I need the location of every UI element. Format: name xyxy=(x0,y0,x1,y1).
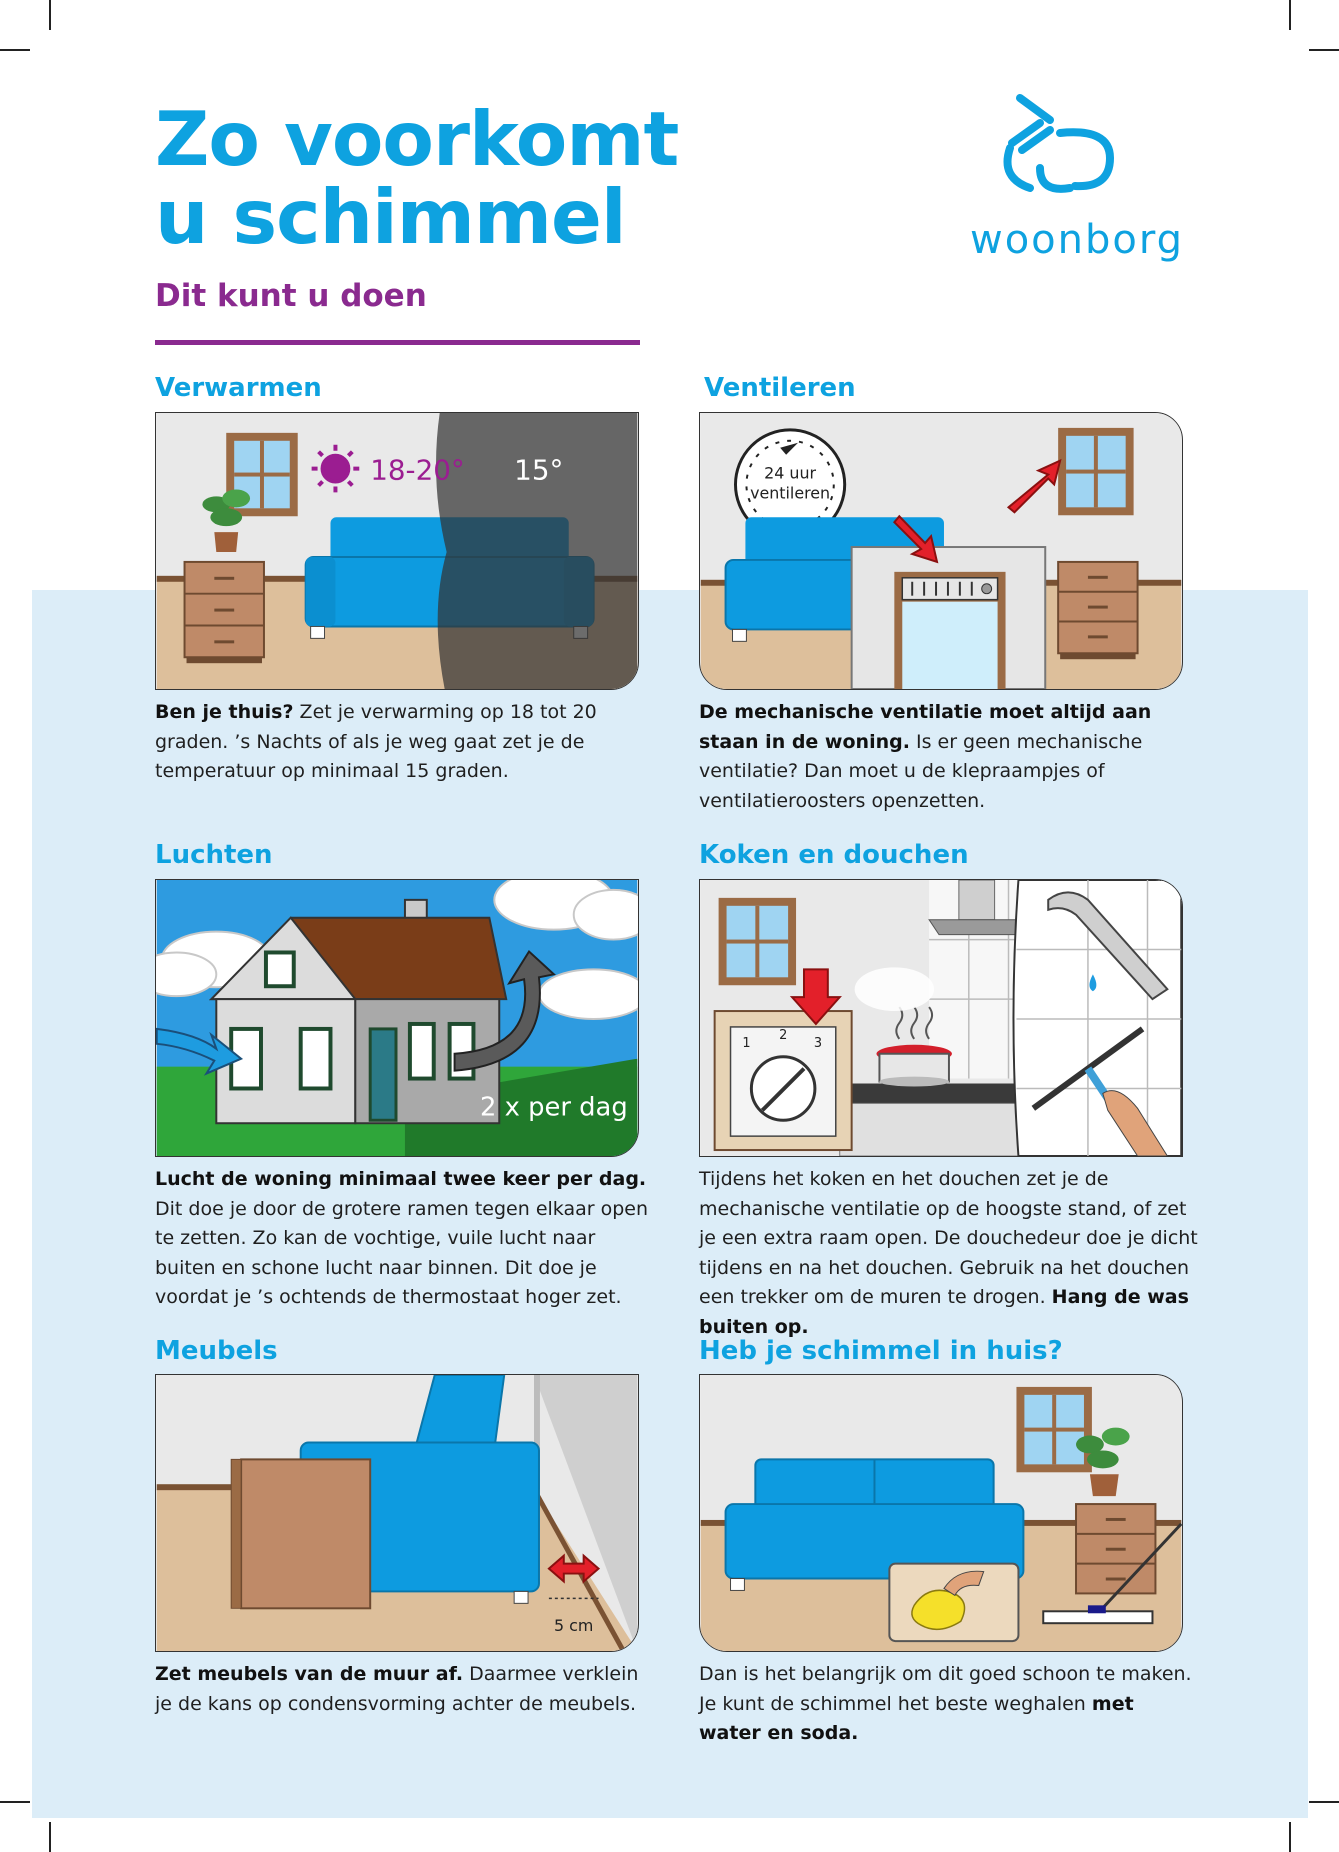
heading-ventileren: Ventileren xyxy=(704,373,856,403)
heading-luchten: Luchten xyxy=(155,840,273,870)
svg-text:18-20°: 18-20° xyxy=(370,453,465,487)
text-schimmel: Dan is het belangrijk om dit goed schoon te maken. Je kunt de schimmel het beste weghalen met water en soda. xyxy=(699,1663,1192,1744)
crop-mark xyxy=(49,0,51,30)
svg-text:2 x per dag: 2 x per dag xyxy=(480,1092,628,1123)
heading-schimmel: Heb je schimmel in huis? xyxy=(699,1336,1063,1366)
illustration-verwarmen xyxy=(155,412,639,690)
svg-text:24 uur: 24 uur xyxy=(764,463,817,483)
divider xyxy=(155,340,640,345)
text-koken-douchen: Tijdens het koken en het douchen zet je de mechanische ventilatie op de hoogste stand, of zet je een extra raam open. De douchedeur doe je dicht tijdens en na het douchen. Gebruik na het douchen een trekker om de muren te drogen. Hang de was buiten op. xyxy=(699,1168,1198,1338)
heading-verwarmen: Verwarmen xyxy=(155,373,322,403)
illustration-schimmel xyxy=(699,1374,1183,1652)
page-title: Zo voorkomt u schimmel xyxy=(155,95,679,261)
illustration-ventileren xyxy=(699,412,1183,690)
svg-text:1: 1 xyxy=(742,1035,751,1051)
illustration-koken-douchen xyxy=(699,879,1183,1157)
text-ventileren: De mechanische ventilatie moet altijd aan staan in de woning. Is er geen mechanische ventilatie? Dan moet u de klepraampjes of ventilatieroosters openzetten. xyxy=(699,701,1152,812)
heading-koken-douchen: Koken en douchen xyxy=(699,840,969,870)
heading-meubels: Meubels xyxy=(155,1336,278,1366)
text-luchten: Lucht de woning minimaal twee keer per dag. Dit doe je door de grotere ramen tegen elkaar open te zetten. Zo kan de vochtige, vuile lucht naar buiten en schone lucht naar binnen. Dit doe je voordat je ’s ochtends de thermostaat hoger zet. xyxy=(155,1168,649,1308)
svg-text:ventileren: ventileren xyxy=(750,483,831,503)
crop-mark xyxy=(1289,1822,1291,1852)
svg-text:2: 2 xyxy=(779,1027,788,1043)
crop-mark xyxy=(1309,49,1339,51)
svg-text:3: 3 xyxy=(813,1035,823,1051)
svg-text:woonborg: woonborg xyxy=(969,217,1185,263)
page-subtitle: Dit kunt u doen xyxy=(155,278,427,314)
text-meubels: Zet meubels van de muur af. Daarmee verklein je de kans op condensvorming achter de meubels. xyxy=(155,1663,639,1715)
logo-mark-icon xyxy=(960,88,1195,268)
svg-text:5 cm: 5 cm xyxy=(554,1616,594,1636)
crop-mark xyxy=(1309,1801,1339,1803)
crop-mark xyxy=(0,49,30,51)
text-verwarmen: Ben je thuis? Zet je verwarming op 18 tot 20 graden. ’s Nachts of als je weg gaat zet je de temperatuur op minimaal 15 graden. xyxy=(155,701,597,782)
woonborg-logo xyxy=(960,88,1195,268)
illustration-luchten xyxy=(155,879,639,1157)
svg-text:15°: 15° xyxy=(514,453,564,487)
crop-mark xyxy=(0,1801,30,1803)
crop-mark xyxy=(1289,0,1291,30)
illustration-meubels xyxy=(155,1374,639,1652)
crop-mark xyxy=(49,1822,51,1852)
